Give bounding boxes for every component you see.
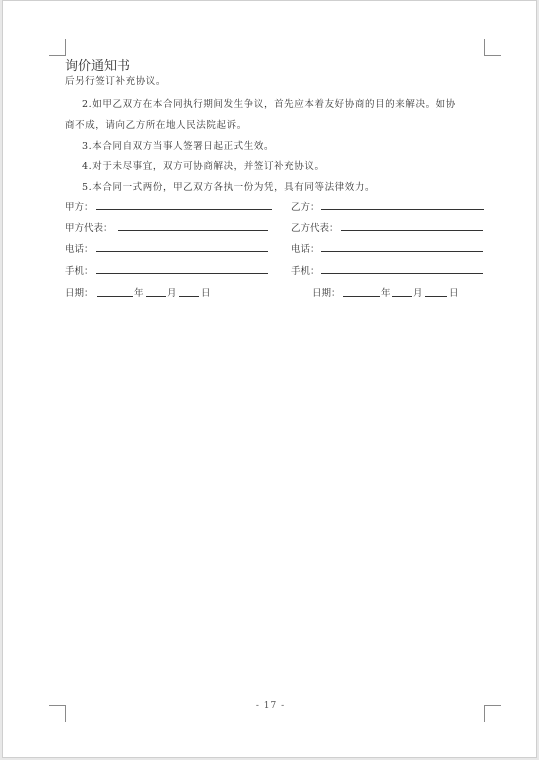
paragraph-line: 4.对于未尽事宜，双方可协商解决，并签订补充协议。 xyxy=(82,161,325,172)
party-b-rep-label: 乙方代表： xyxy=(291,223,339,234)
party-b-rep-line xyxy=(341,230,483,231)
party-b-phone-line xyxy=(321,251,483,252)
paragraph-line: 3.本合同自双方当事人签署日起正式生效。 xyxy=(82,141,275,152)
crop-mark-top-right xyxy=(484,39,501,56)
party-a-day-line xyxy=(179,296,199,297)
party-b-day-line xyxy=(425,296,447,297)
party-a-year-label: 年 xyxy=(134,288,144,299)
party-a-year-line xyxy=(97,296,133,297)
party-b-line xyxy=(321,209,484,210)
party-a-rep-label: 甲方代表： xyxy=(65,223,113,234)
party-b-year-label: 年 xyxy=(381,288,391,299)
party-a-phone-label: 电话： xyxy=(65,244,94,255)
party-a-phone-line xyxy=(96,251,268,252)
party-a-mobile-label: 手机： xyxy=(65,266,94,277)
party-a-month-label: 月 xyxy=(167,288,177,299)
paragraph-line: 2.如甲乙双方在本合同执行期间发生争议，首先应本着友好协商的目的来解决。如协 xyxy=(82,99,456,110)
party-a-mobile-line xyxy=(96,273,268,274)
party-a-line xyxy=(96,209,272,210)
party-a-month-line xyxy=(146,296,166,297)
document-title: 询价通知书 xyxy=(65,59,131,74)
party-a-date-label: 日期： xyxy=(65,288,94,299)
party-b-month-label: 月 xyxy=(413,288,423,299)
paragraph-line: 5.本合同一式两份，甲乙双方各执一份为凭，具有同等法律效力。 xyxy=(82,182,376,193)
party-b-mobile-label: 手机： xyxy=(291,266,320,277)
party-a-day-label: 日 xyxy=(201,288,211,299)
paragraph-line: 商不成，请向乙方所在地人民法院起诉。 xyxy=(65,120,247,131)
party-a-label: 甲方： xyxy=(65,202,94,213)
party-b-mobile-line xyxy=(321,273,483,274)
party-b-phone-label: 电话： xyxy=(291,244,320,255)
crop-mark-top-left xyxy=(49,39,66,56)
party-b-year-line xyxy=(343,296,380,297)
party-b-date-label: 日期： xyxy=(312,288,341,299)
paragraph-line: 后另行签订补充协议。 xyxy=(65,76,167,87)
document-page xyxy=(2,0,537,758)
party-a-rep-line xyxy=(118,230,268,231)
party-b-day-label: 日 xyxy=(449,288,459,299)
page-number: - 17 - xyxy=(255,701,286,711)
party-b-month-line xyxy=(392,296,412,297)
party-b-label: 乙方： xyxy=(291,202,320,213)
